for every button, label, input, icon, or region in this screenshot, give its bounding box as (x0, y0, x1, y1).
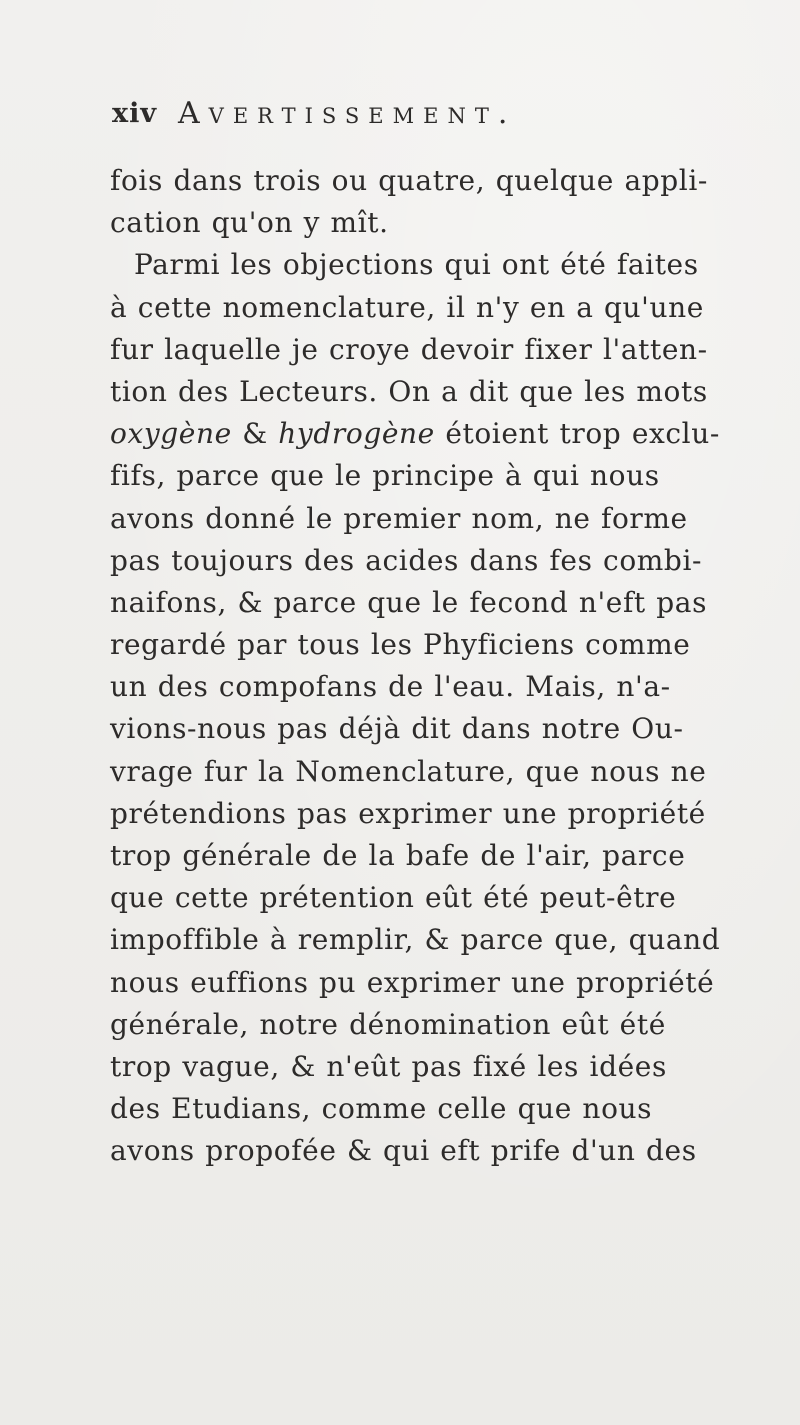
text-line: trop générale de la bafe de l'air, parce (110, 839, 686, 872)
text-line: avons donné le premier nom, ne forme (110, 501, 688, 535)
italic-term: hydrogène (278, 417, 435, 451)
paragraph-start-line: Parmi les objections qui ont été faites (134, 248, 699, 282)
text-line: vions-nous pas déjà dit dans notre Ou- (110, 712, 684, 746)
text-line: nous euffions pu exprimer une propriété (110, 965, 715, 999)
text-fragment: étoient trop exclu- (434, 417, 720, 451)
text-line: tion des Lecteurs. On a dit que les mots (110, 374, 708, 408)
text-fragment: & (231, 417, 279, 451)
text-line: fifs, parce que le principe à qui nous (110, 459, 660, 493)
text-line: générale, notre dénomination eût été (110, 1007, 666, 1041)
text-line: regardé par tous les Phyficiens comme (110, 628, 691, 662)
text-line: trop vague, & n'eût pas fixé les idées (110, 1049, 667, 1083)
text-line: impoffible à remplir, & parce que, quand (110, 923, 721, 957)
text-line: pas toujours des acides dans fes combi- (110, 543, 703, 577)
text-line: naifons, & parce que le fecond n'eft pas (110, 585, 708, 619)
page-number: xiv (112, 98, 158, 129)
text-line: que cette prétention eût été peut-être (110, 881, 677, 915)
text-line: fois dans trois ou quatre, quelque appli- (110, 164, 708, 197)
page-header (112, 98, 712, 142)
text-line: prétendions pas exprimer une propriété (110, 796, 706, 830)
text-line: fur laquelle je croye devoir fixer l'atten- (110, 332, 708, 366)
text-line-with-italics (110, 413, 750, 455)
text-line: avons propofée & qui eft prife d'un des (110, 1134, 697, 1168)
text-line: des Etudians, comme celle que nous (110, 1092, 653, 1126)
body-text (110, 160, 750, 1173)
running-head: Avertissement. (178, 96, 517, 131)
italic-term: oxygène (110, 417, 232, 451)
text-line: vrage fur la Nomenclature, que nous ne (110, 754, 707, 788)
text-line: un des compofans de l'eau. Mais, n'a- (110, 670, 671, 704)
text-line: cation qu'on y mît. (110, 206, 389, 240)
text-line: à cette nomenclature, il n'y en a qu'une (110, 290, 704, 324)
